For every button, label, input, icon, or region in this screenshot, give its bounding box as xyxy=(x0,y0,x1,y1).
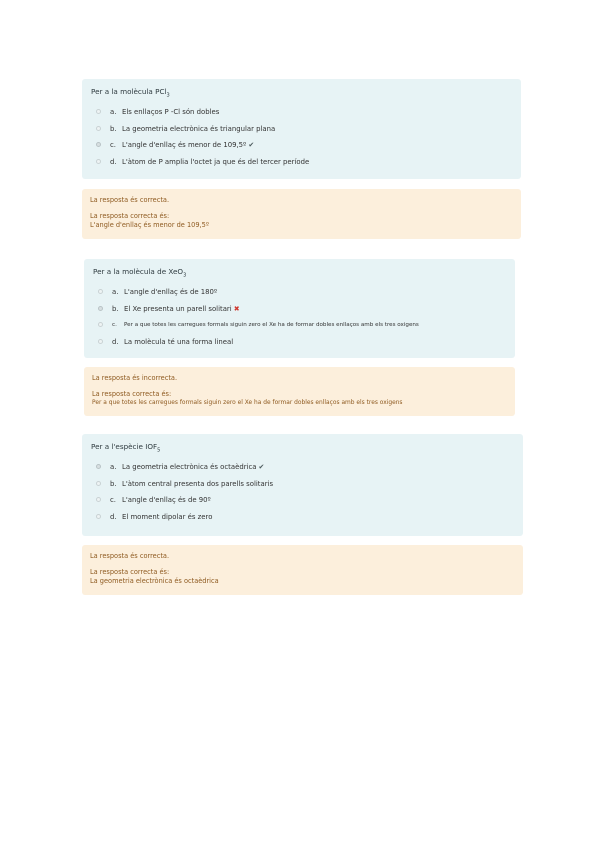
question-1-options xyxy=(91,107,512,173)
radio-button[interactable] xyxy=(96,514,101,519)
feedback-3-panel xyxy=(82,545,523,595)
option-c[interactable]: c. L'angle d'enllaç és menor de 109,5º ✔ xyxy=(91,140,512,157)
radio-button[interactable] xyxy=(96,126,101,131)
option-c[interactable]: c. L'angle d'enllaç és de 90º xyxy=(91,495,514,512)
option-d[interactable]: d. L'àtom de P amplia l'octet ja que és del tercer període xyxy=(91,157,512,174)
option-c[interactable]: c. Per a que totes les carregues formals siguin zero el Xe ha de formar dobles enllaços amb els tres oxigens xyxy=(93,320,506,337)
question-1-panel xyxy=(82,79,521,179)
option-d[interactable]: d. La molècula té una forma lineal xyxy=(93,337,506,354)
feedback-2-panel xyxy=(84,367,515,416)
radio-button-selected[interactable] xyxy=(96,464,101,469)
option-b[interactable]: b. L'àtom central presenta dos parells solitaris xyxy=(91,479,514,496)
feedback-status: La resposta és correcta. xyxy=(90,196,170,204)
question-2-text: Per a la molècula de XeO$_3$ xyxy=(93,267,187,279)
radio-button[interactable] xyxy=(98,322,103,327)
radio-button[interactable] xyxy=(98,339,103,344)
feedback-label: La resposta correcta és: xyxy=(90,567,170,576)
feedback-1-panel xyxy=(82,189,521,239)
radio-button[interactable] xyxy=(96,159,101,164)
feedback-label: La resposta correcta és: xyxy=(92,389,172,398)
question-3-options xyxy=(91,462,514,528)
option-b[interactable]: b. El Xe presenta un parell solitari ✖ xyxy=(93,304,506,321)
question-3-text: Per a l'espècie $IOF_5$ xyxy=(91,442,161,454)
feedback-answer: La geometria electrònica és octaèdrica xyxy=(90,577,219,585)
option-a[interactable]: a. Els enllaços P -Cl són dobles xyxy=(91,107,512,124)
option-a[interactable]: a. L'angle d'enllaç és de 180º xyxy=(93,287,506,304)
option-a[interactable]: a. La geometria electrònica és octaèdrica ✔ xyxy=(91,462,514,479)
radio-button[interactable] xyxy=(96,481,101,486)
check-icon: ✔ xyxy=(248,141,255,150)
feedback-label: La resposta correcta és: xyxy=(90,211,170,220)
question-3-panel xyxy=(82,434,523,536)
radio-button[interactable] xyxy=(98,289,103,294)
radio-button-selected[interactable] xyxy=(96,142,101,147)
option-d[interactable]: d. El moment dipolar és zero xyxy=(91,512,514,529)
radio-button-selected[interactable] xyxy=(98,306,103,311)
feedback-answer: L'angle d'enllaç és menor de 109,5º xyxy=(90,221,209,229)
question-2-panel xyxy=(84,259,515,358)
question-1-text: Per a la molècula PCl$_3$ xyxy=(91,87,170,99)
feedback-answer: Per a que totes les carregues formals siguin zero el Xe ha de formar dobles enllaços amb els tres oxigens xyxy=(92,400,403,406)
check-icon: ✔ xyxy=(258,463,265,471)
radio-button[interactable] xyxy=(96,497,101,502)
cross-icon: ✖ xyxy=(233,304,240,313)
question-2-options xyxy=(93,287,506,353)
radio-button[interactable] xyxy=(96,109,101,114)
feedback-status: La resposta és correcta. xyxy=(90,552,170,560)
feedback-status: La resposta és incorrecta. xyxy=(92,374,178,382)
option-b[interactable]: b. La geometria electrònica és triangular plana xyxy=(91,124,512,141)
